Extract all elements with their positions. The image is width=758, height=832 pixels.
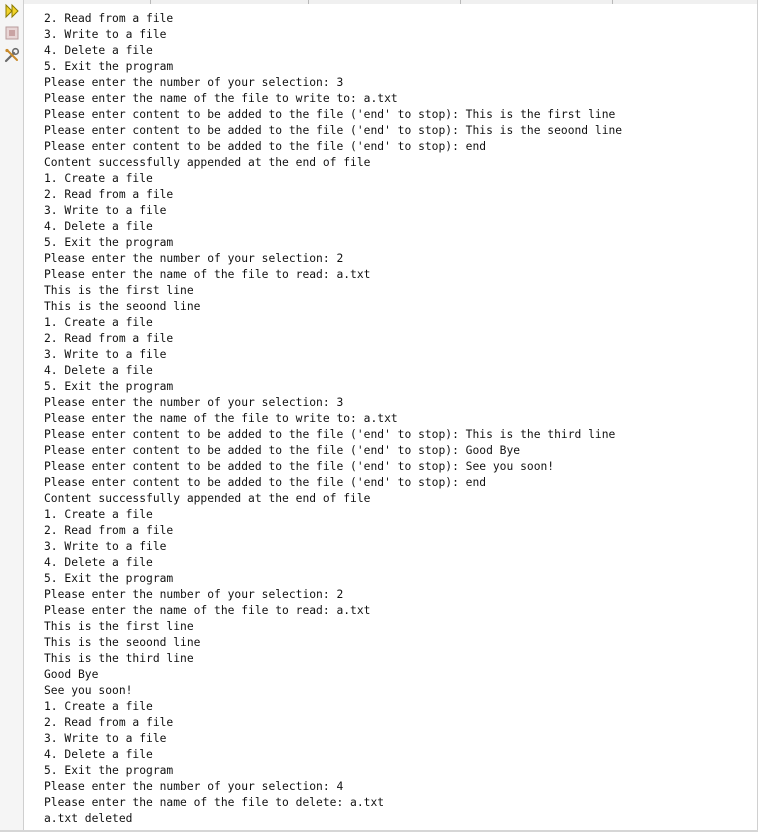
console-line: Please enter the number of your selection: 3 bbox=[44, 396, 344, 409]
console-line: Please enter the name of the file to delete: a.txt bbox=[44, 796, 385, 809]
console-line: 5. Exit the program bbox=[44, 236, 174, 249]
console-line: Please enter content to be added to the file ('end' to stop): See you soon! bbox=[44, 460, 555, 473]
tools-icon bbox=[3, 47, 20, 64]
double-chevron-right-icon bbox=[4, 3, 20, 19]
console-line: Please enter content to be added to the file ('end' to stop): end bbox=[44, 476, 487, 489]
console-line: This is the seoond line bbox=[44, 636, 201, 649]
console-line: Please enter the number of your selection: 3 bbox=[44, 76, 344, 89]
console-line: 3. Write to a file bbox=[44, 348, 167, 361]
console-line: Please enter content to be added to the file ('end' to stop): This is the seoond line bbox=[44, 124, 623, 137]
console-line: Please enter content to be added to the file ('end' to stop): This is the third line bbox=[44, 428, 616, 441]
console-line: 5. Exit the program bbox=[44, 764, 174, 777]
console-line: Please enter the name of the file to write to: a.txt bbox=[44, 412, 398, 425]
output-toolbar bbox=[0, 0, 24, 832]
console-line: 4. Delete a file bbox=[44, 748, 153, 761]
console-line: 5. Exit the program bbox=[44, 380, 174, 393]
console-line: 1. Create a file bbox=[44, 700, 153, 713]
stop-square-icon bbox=[5, 26, 19, 40]
console-line: Please enter content to be added to the file ('end' to stop): end bbox=[44, 140, 487, 153]
console-output[interactable] bbox=[24, 4, 758, 830]
console-line: Please enter content to be added to the file ('end' to stop): Good Bye bbox=[44, 444, 521, 457]
console-line: 4. Delete a file bbox=[44, 220, 153, 233]
console-line: This is the third line bbox=[44, 652, 194, 665]
console-line: Please enter the name of the file to read: a.txt bbox=[44, 268, 371, 281]
console-line: 1. Create a file bbox=[44, 316, 153, 329]
console-line: 2. Read from a file bbox=[44, 716, 174, 729]
console-line: 5. Exit the program bbox=[44, 572, 174, 585]
console-line: 2. Read from a file bbox=[44, 12, 174, 25]
console-line: 1. Create a file bbox=[44, 508, 153, 521]
console-line: Content successfully appended at the end of file bbox=[44, 156, 371, 169]
console-line: Please enter the number of your selection: 2 bbox=[44, 252, 344, 265]
console-line: a.txt deleted bbox=[44, 812, 133, 825]
console-line: Good Bye bbox=[44, 668, 99, 681]
console-line: 3. Write to a file bbox=[44, 204, 167, 217]
console-line: This is the first line bbox=[44, 284, 194, 297]
console-line: This is the first line bbox=[44, 620, 194, 633]
console-line: Please enter the name of the file to read: a.txt bbox=[44, 604, 371, 617]
console-line: 5. Exit the program bbox=[44, 60, 174, 73]
console-line: Please enter content to be added to the file ('end' to stop): This is the first line bbox=[44, 108, 616, 121]
console-line: Please enter the name of the file to write to: a.txt bbox=[44, 92, 398, 105]
console-line: 4. Delete a file bbox=[44, 364, 153, 377]
console-line: Please enter the number of your selection: 4 bbox=[44, 780, 344, 793]
console-line: 4. Delete a file bbox=[44, 44, 153, 57]
console-line: This is the seoond line bbox=[44, 300, 201, 313]
console-line: 1. Create a file bbox=[44, 172, 153, 185]
console-line: 3. Write to a file bbox=[44, 540, 167, 553]
console-line: See you soon! bbox=[44, 684, 133, 697]
stop-button[interactable] bbox=[2, 23, 21, 42]
settings-button[interactable] bbox=[2, 46, 21, 65]
rerun-button[interactable] bbox=[2, 1, 21, 20]
console-line: Content successfully appended at the end of file bbox=[44, 492, 371, 505]
console-line: 3. Write to a file bbox=[44, 28, 167, 41]
console-line: Please enter the number of your selection: 2 bbox=[44, 588, 344, 601]
console-lines bbox=[44, 11, 622, 827]
console-line: 4. Delete a file bbox=[44, 556, 153, 569]
console-line: 2. Read from a file bbox=[44, 524, 174, 537]
console-line: 3. Write to a file bbox=[44, 732, 167, 745]
console-line: 2. Read from a file bbox=[44, 188, 174, 201]
console-line: 2. Read from a file bbox=[44, 332, 174, 345]
